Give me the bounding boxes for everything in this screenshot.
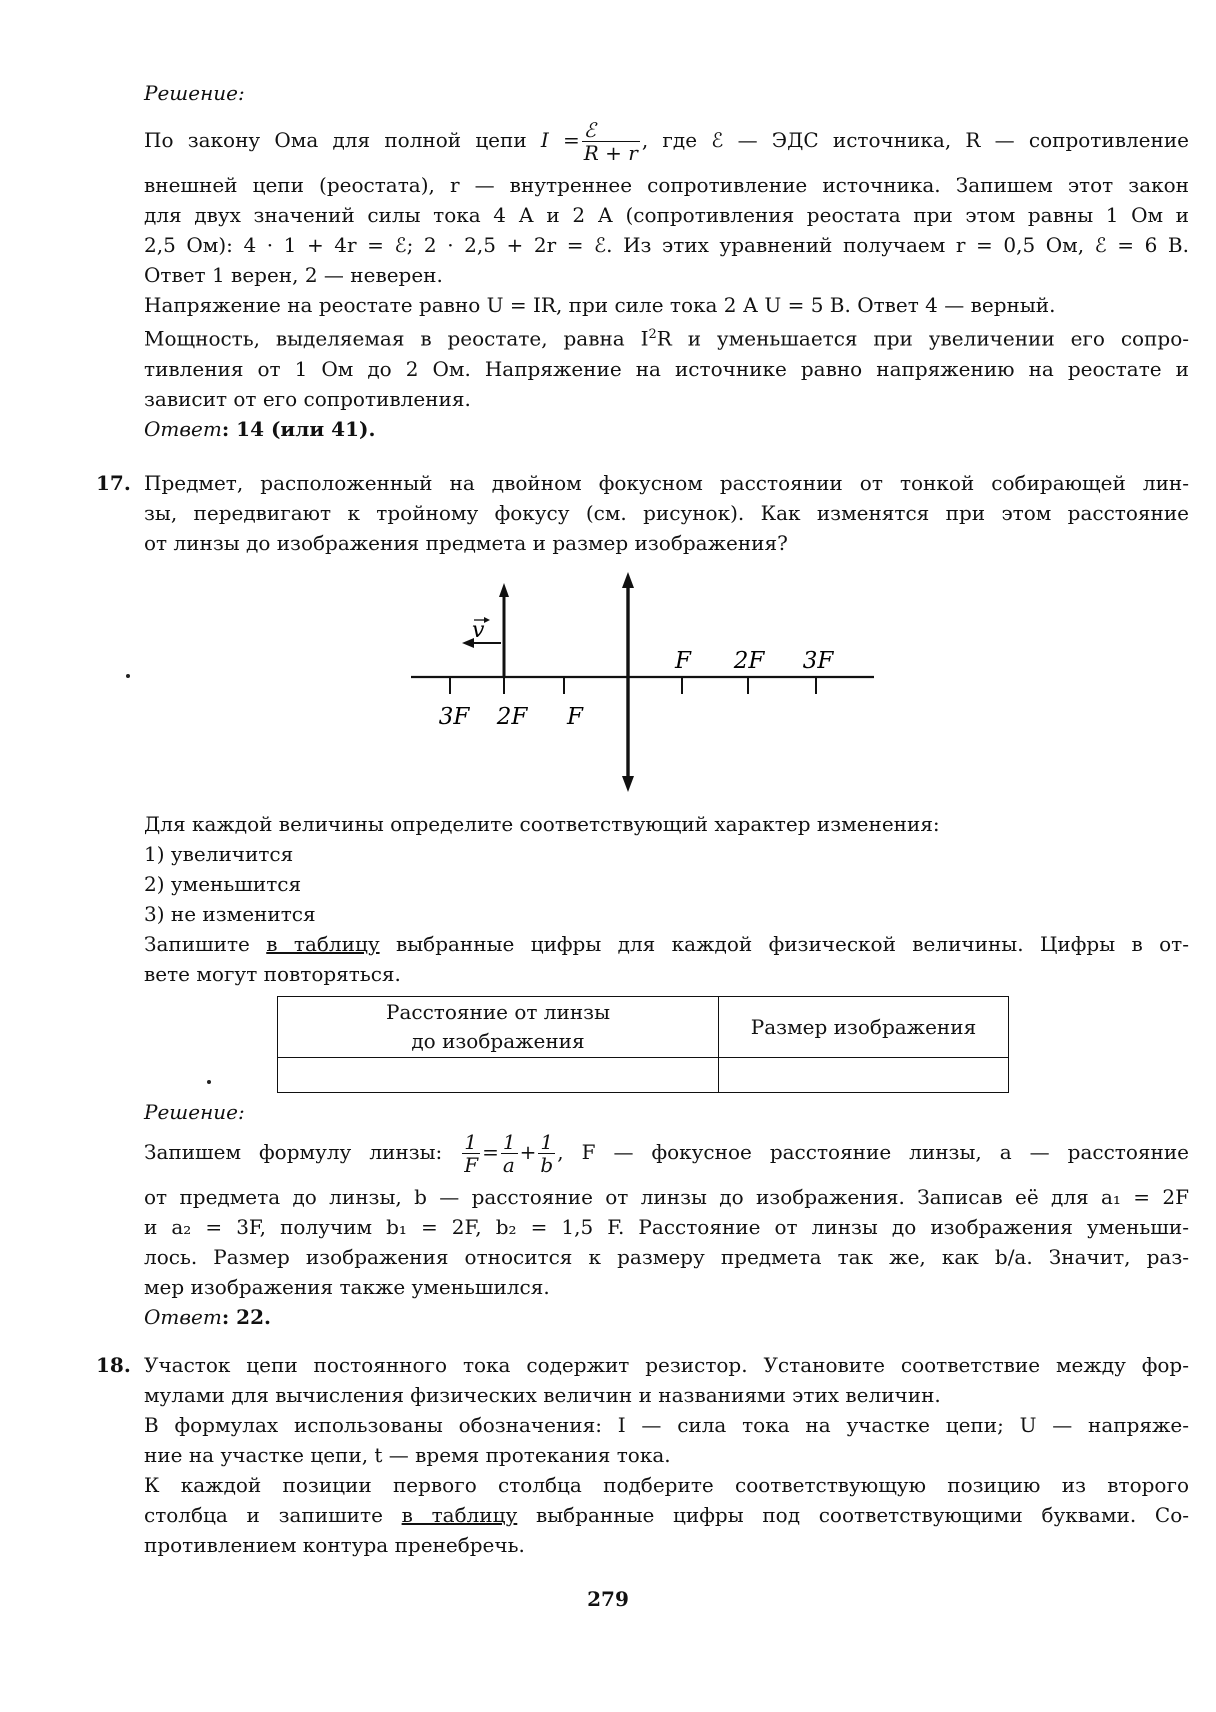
option-2: 2) уменьшится bbox=[144, 872, 302, 896]
task-number-18: 18. bbox=[96, 1353, 131, 1377]
task-17-instructions: Запишите в таблицу выбранные цифры для каждой физической величины. Цифры в от- вете могут повторяться. bbox=[144, 932, 1189, 986]
fraction-1-over-b: $\frac{1}{b}$ bbox=[540, 1130, 554, 1177]
label-3F-right: 3F bbox=[802, 648, 834, 674]
lens-diagram bbox=[400, 570, 880, 795]
task-17-options: Для каждой величины определите соответствующий характер изменения: 1) увеличится 2) уменьшится 3) не изменится bbox=[144, 809, 1189, 929]
scan-speck bbox=[126, 674, 130, 678]
answer-16: Ответ: 14 (или 41). bbox=[144, 416, 376, 441]
label-3F-left: 3F bbox=[438, 704, 470, 730]
answer-table-17 bbox=[277, 996, 1009, 1093]
solution-heading: Решение: bbox=[144, 81, 245, 105]
label-F-left: F bbox=[567, 704, 583, 730]
label-F-right: F bbox=[675, 648, 691, 674]
table-header-size: Размер изображения bbox=[719, 997, 1009, 1058]
ohm-fraction: $\frac{\text{ℰ}}{R + r}$ bbox=[583, 118, 638, 165]
task-17-question: Предмет, расположенный на двойном фокусном расстоянии от тонкой собирающей лин- зы, передвигают к тройному фокусу (см. рисунок). Как изменятся при этом расстояние от линзы до изображения предмета и размер изображения? bbox=[144, 471, 1189, 555]
task-18-question: Участок цепи постоянного тока содержит резистор. Установите соответствие между фор- мулами для вычисления физических величин и названиями этих величин. В формулах использованы обозначения: I — сила тока на участке цепи; U — напряже- ние на участке цепи, t — время протекания тока. К каждой позиции первого столбца подберите соответствующую позицию из второго столбца и запишите в таблицу выбранные цифры под соответствующими буквами. Со- противлением контура пренебречь. bbox=[144, 1353, 1189, 1557]
option-3: 3) не изменится bbox=[144, 902, 316, 926]
fraction-1-over-a: $\frac{1}{a}$ bbox=[502, 1130, 516, 1177]
answer-cell-distance[interactable] bbox=[278, 1058, 719, 1093]
solution-16-body: внешней цепи (реостата), r — внутреннее сопротивление источника. Запишем этот закон для двух значений силы тока 4 А и 2 А (сопротивления реостата при этом равны 1 Ом и 2,5 Ом): 4 · 1 + 4r = ℰ; 2 · 2,5 + 2r = ℰ. Из этих уравнений получаем r = 0,5 Ом, ℰ = 6 В. Ответ 1 верен, 2 — неверен. Напряжение на реостате равно U = IR, при силе тока 2 А U = 5 В. Ответ 4 — верный. Мощность, выделяемая в реостате, равна $I^2R$ и уменьшается при увеличении его сопро- тивления от 1 Ом до 2 Ом. Напряжение на источнике равно напряжению на реостате и зависит от его сопротивления. Ответ: 14 (или 41). bbox=[144, 170, 1189, 444]
scan-speck bbox=[207, 1080, 211, 1084]
solution-17-heading: Решение: bbox=[144, 1100, 245, 1124]
fraction-1-over-F: $\frac{1}{F}$ bbox=[464, 1130, 479, 1177]
solution-17-body: от предмета до линзы, b — расстояние от линзы до изображения. Записав её для a₁ = 2F и a₂ = 3F, получим b₁ = 2F, b₂ = 1,5 F. Расстояние от линзы до изображения уменьши- лось. Размер изображения относится к размеру предмета так же, как b/a. Значит, раз- мер изображения также уменьшился. Ответ: 22. bbox=[144, 1182, 1189, 1332]
option-1: 1) увеличится bbox=[144, 842, 294, 866]
label-2F-left: 2F bbox=[496, 704, 528, 730]
answer-17: Ответ: 22. bbox=[144, 1305, 271, 1329]
velocity-label: v bbox=[472, 618, 485, 643]
solution-16 bbox=[144, 78, 1189, 108]
lens-formula-line: Запишем формулу линзы: $\frac{1}{F}$ = $\frac{1}{a}$ + $\frac{1}{b}$ , F — фокусное расстояние линзы, a — расстояние bbox=[144, 1130, 1189, 1177]
answer-cell-size[interactable] bbox=[719, 1058, 1009, 1093]
label-2F-right: 2F bbox=[733, 648, 765, 674]
task-number-17: 17. bbox=[96, 471, 131, 495]
table-header-distance: Расстояние от линзы до изображения bbox=[278, 997, 719, 1058]
page-number: 279 bbox=[587, 1587, 629, 1611]
ohm-law-line: По закону Ома для полной цепи I = $\frac{\text{ℰ}}{R + r}$ , где ℰ — ЭДС источника, R — сопротивление bbox=[144, 118, 1189, 165]
